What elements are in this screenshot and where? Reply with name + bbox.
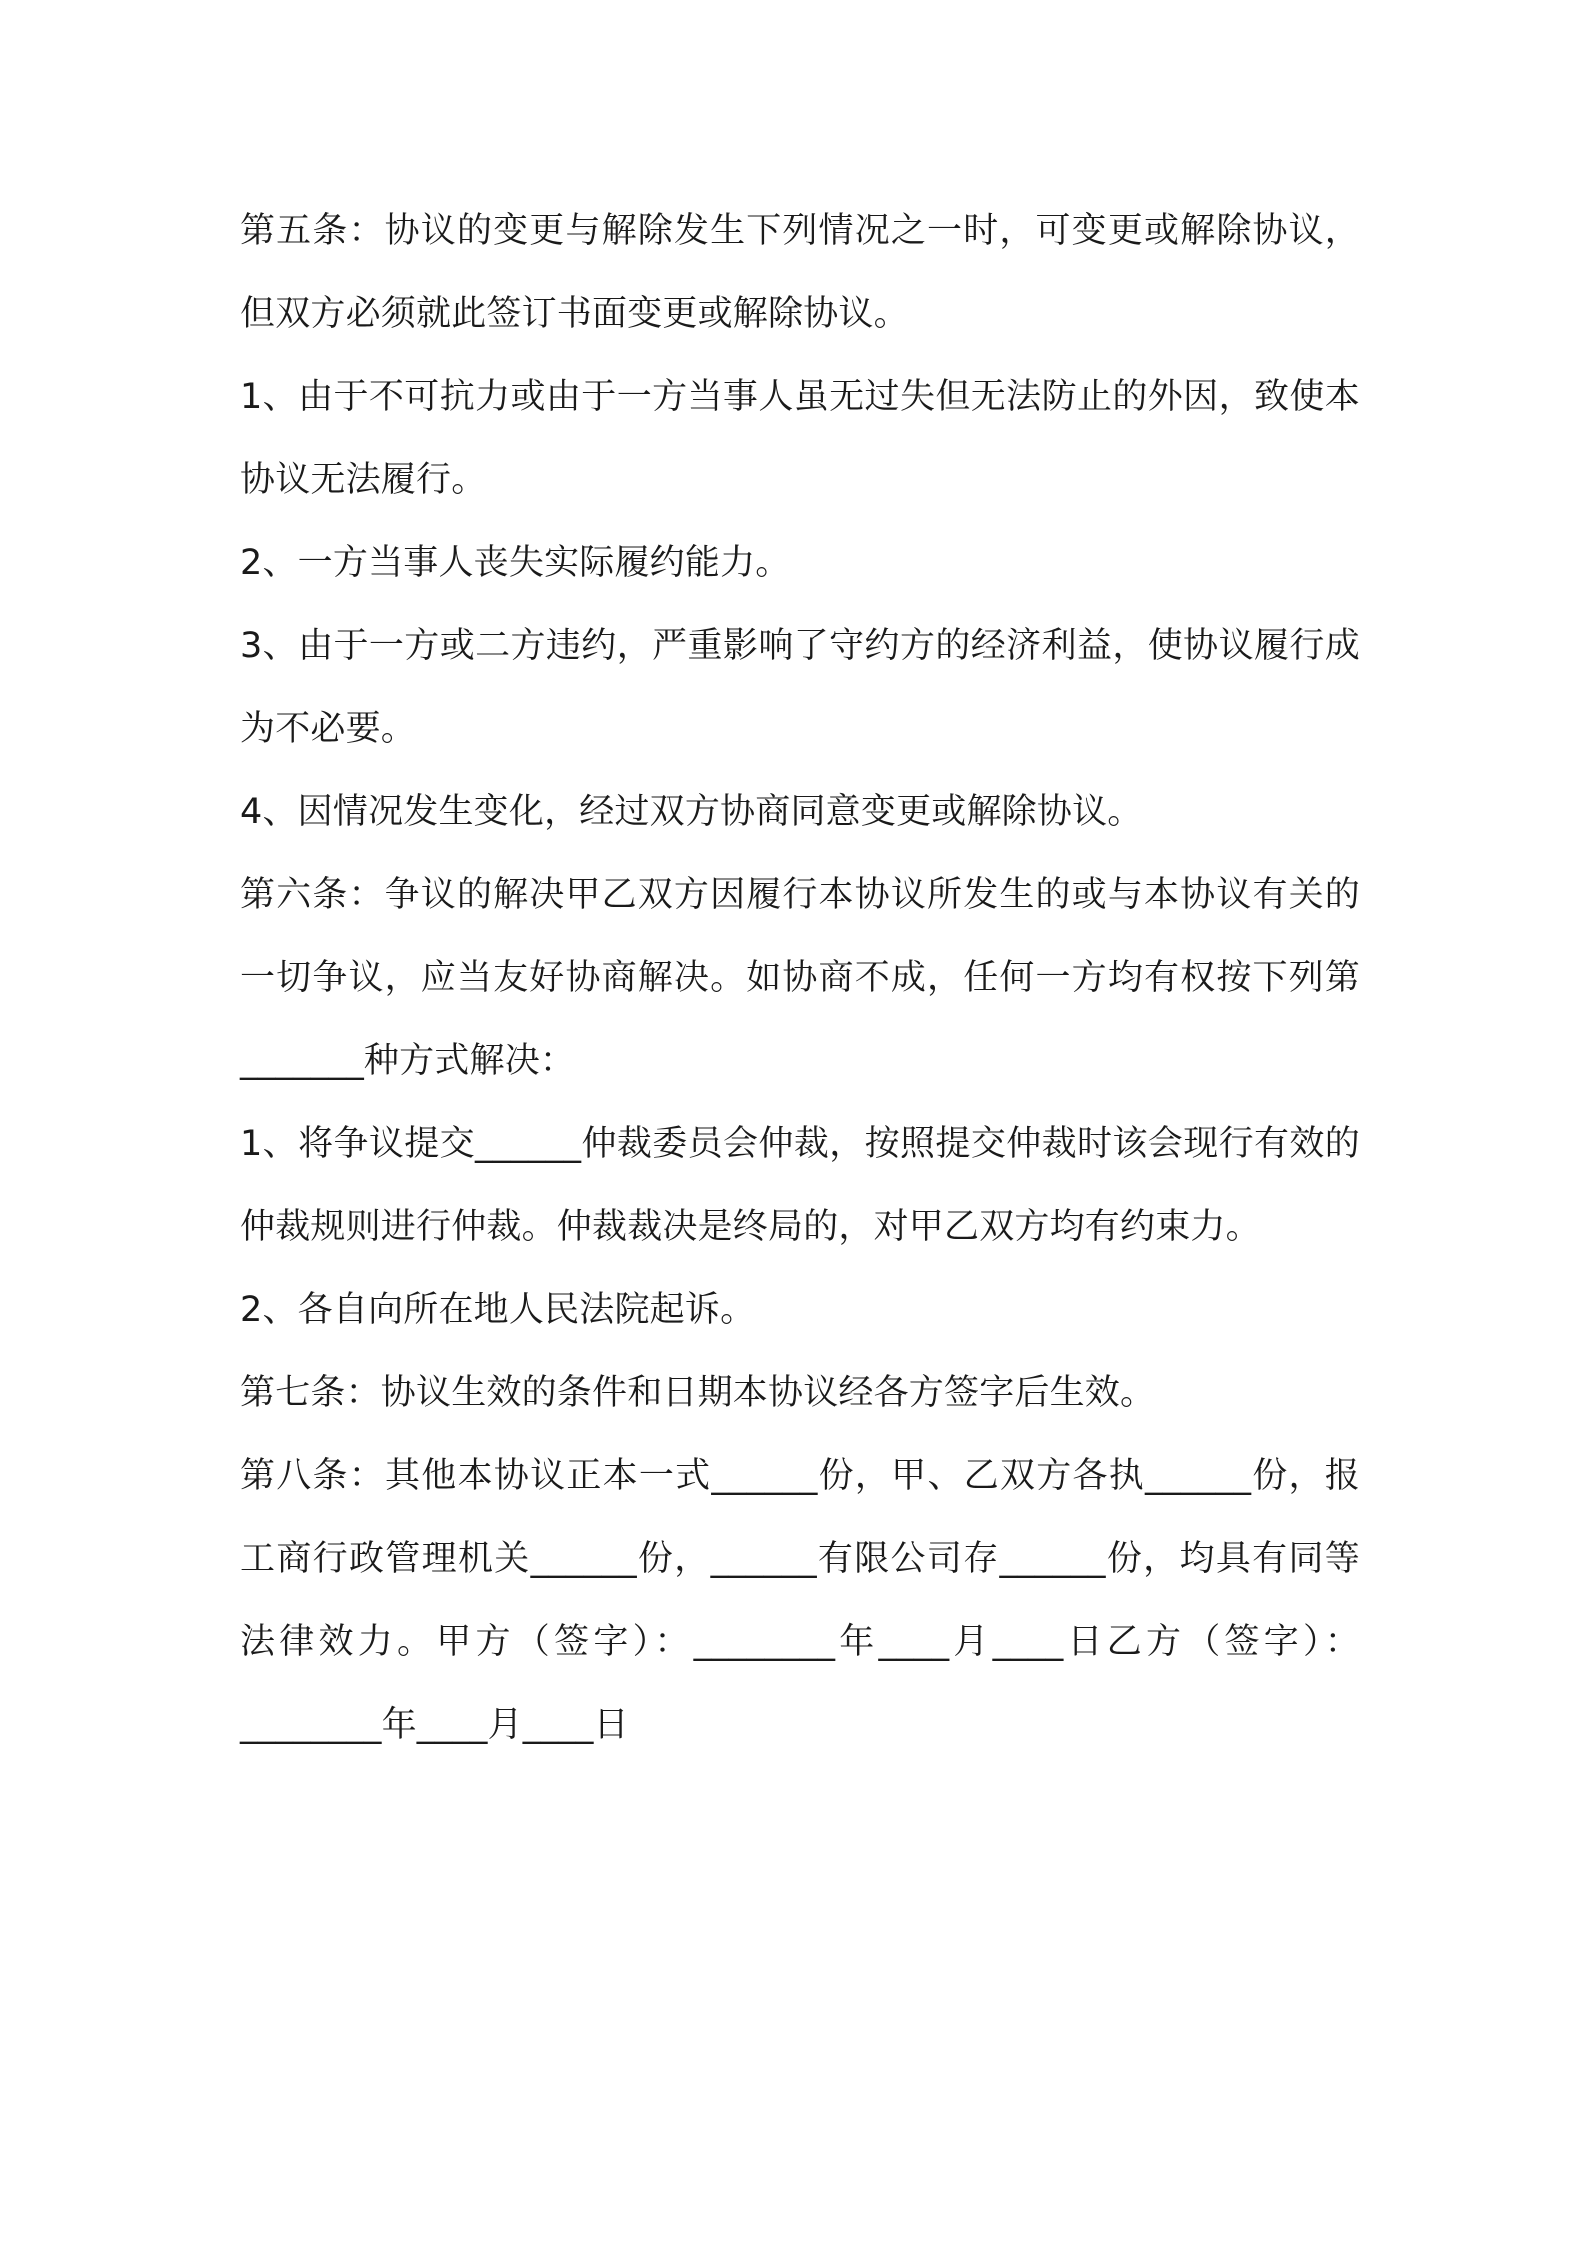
article-5-item-2: 2、一方当事人丧失实际履约能力。 [240,543,791,583]
article-5-item-3: 3、由于一方或二方违约，严重影响了守约方的经济利益，使协议履行成为不必要。 [240,626,1360,749]
article-6-item-1: 1、将争议提交______仲裁委员会仲裁，按照提交仲裁时该会现行有效的仲裁规则进行仲裁。仲裁裁决是终局的，对甲乙双方均有约束力。 [240,1124,1360,1247]
article-5-item-4: 4、因情况发生变化，经过双方协商同意变更或解除协议。 [240,792,1143,832]
article-5-paragraph: 第五条：协议的变更与解除发生下列情况之一时，可变更或解除协议，但双方必须就此签订书面变更或解除协议。 [240,211,1360,334]
article-7-paragraph: 第七条：协议生效的条件和日期本协议经各方签字后生效。 [240,1373,1156,1413]
article-8-paragraph: 第八条：其他本协议正本一式______份，甲、乙双方各执______份，报工商行政管理机关______份，______有限公司存______份，均具有同等法律效力。甲方（签字）：________年____月____日乙方（签字）：________年____月____日 [240,1456,1360,1745]
article-5-item-1: 1、由于不可抗力或由于一方当事人虽无过失但无法防止的外因，致使本协议无法履行。 [240,377,1360,500]
article-6-paragraph: 第六条：争议的解决甲乙双方因履行本协议所发生的或与本协议有关的一切争议，应当友好协商解决。如协商不成，任何一方均有权按下列第_______种方式解决： [240,875,1360,1081]
article-6-item-2: 2、各自向所在地人民法院起诉。 [240,1290,756,1330]
document-body [240,190,1360,1767]
